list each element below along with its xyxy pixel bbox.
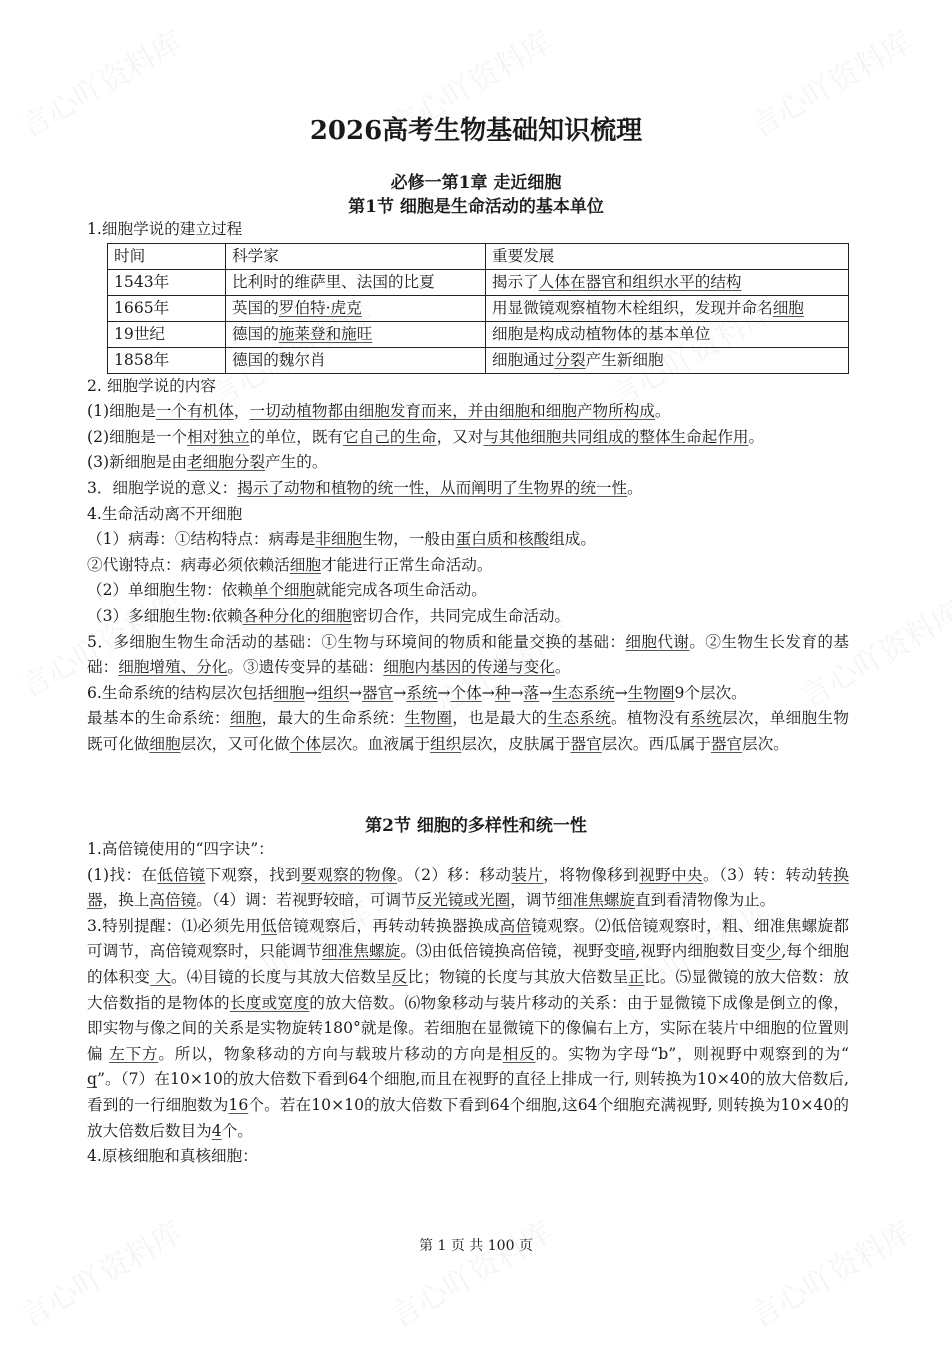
paragraph	[87, 706, 849, 757]
table-caption: 1.细胞学说的建立过程	[87, 220, 243, 238]
paragraph	[87, 578, 849, 604]
paragraph	[87, 450, 849, 476]
paragraph	[87, 553, 849, 579]
text-run: 生物，一般由	[362, 530, 456, 549]
text-run: ，将物像移到	[543, 865, 640, 884]
text-run: 产生新细胞	[585, 350, 664, 369]
answer-blank: 细准焦螺旋	[321, 942, 401, 961]
text-run: 英国的	[232, 298, 279, 317]
paragraph	[87, 914, 849, 1144]
answer-blank: 揭示了动物和植物的统一性，从而阐明了生物界的统一性	[237, 478, 628, 497]
text-run: 。	[627, 478, 643, 497]
text-run: 1.高倍镜使用的“四字诀”：	[87, 840, 274, 858]
text-run: 2. 细胞学说的内容	[87, 376, 216, 395]
table-cell	[108, 321, 226, 347]
table-row	[108, 295, 849, 321]
paragraph	[87, 374, 849, 400]
table-cell	[226, 347, 486, 373]
paragraph	[87, 502, 849, 528]
text-run: 德国的	[232, 324, 279, 343]
paragraph	[87, 863, 849, 914]
text-run: →	[348, 683, 362, 702]
text-run: 1858年	[114, 350, 170, 369]
answer-blank: 组织	[430, 734, 462, 753]
table-cell	[226, 295, 486, 321]
table-cell	[486, 347, 849, 373]
answer-blank: 蛋白质和核酸	[455, 530, 550, 549]
text-run: →	[481, 683, 495, 702]
text-run: 的。实物为字母“b”，则视野中观察到的为“	[535, 1044, 849, 1063]
text-run: 3．细胞学说的意义：	[87, 478, 238, 497]
answer-blank: 与其他细胞共同组成的整体生命起作用	[483, 427, 749, 446]
text-run: ，	[233, 402, 250, 421]
answer-blank: 细胞代谢	[625, 632, 690, 651]
text-run: 。⑷目镜的长度与其放大倍数呈	[171, 967, 392, 986]
answer-blank: 细胞	[772, 298, 804, 317]
text-run: ”。（7）在10×10的放大倍数下看到64个细胞,而且在视野的直径上排成一行, 则转换为10×40的放大倍数后,看到的一行细胞数为	[87, 1070, 849, 1114]
document-title: 2026高考生物基础知识梳理	[309, 116, 643, 146]
answer-blank: 低倍镜	[157, 865, 206, 884]
text-run: 4.原核细胞和真核细胞：	[87, 1147, 258, 1166]
text-run: →	[614, 683, 628, 702]
answer-blank: 落	[523, 683, 540, 702]
text-run: 5．多细胞生物生命活动的基础：①生物与环境间的物质和能量交换的基础：	[87, 632, 626, 651]
text-run: 就能完成各项生命活动。	[315, 581, 487, 600]
answer-blank: 视野中央	[639, 865, 704, 884]
text-run: 镜观察。⑵低倍镜观察时，粗、细准焦螺旋都可调节，高倍镜观察时，只能调节	[87, 916, 849, 961]
text-run: 的单位，既有	[249, 427, 344, 446]
answer-blank: 暗	[619, 942, 636, 961]
answer-blank: 人体在器官和组织水平的结构	[538, 272, 742, 291]
answer-blank: 细准焦螺旋	[557, 891, 635, 910]
table-cell	[226, 321, 486, 347]
text-run: 比利时的维萨里、法国的比夏	[232, 272, 435, 291]
text-run: →	[510, 683, 524, 702]
table-cell	[108, 295, 226, 321]
text-run: 最基本的生命系统：	[87, 709, 230, 728]
text-run: (1)找：在	[87, 865, 158, 884]
cell-theory-table	[107, 243, 849, 374]
text-run: （1）病毒：①结构特点：病毒是	[87, 530, 316, 549]
text-run: 层次。西瓜属于	[601, 734, 711, 753]
answer-blank: 施莱登和施旺	[278, 324, 373, 343]
answer-blank: 反光镜或光圈	[416, 891, 511, 910]
text-run: 。③遗传变异的基础：	[227, 658, 384, 677]
text-run: ，又对	[436, 427, 484, 446]
text-run: 层次，又可化做	[180, 734, 290, 753]
text-run: 细胞通过	[492, 350, 555, 369]
text-run: 。	[554, 658, 571, 677]
text-run: 用显微镜观察植物木栓组织，发现并命名	[492, 298, 773, 317]
answer-blank: 细胞内基因的传递与变化	[383, 658, 555, 677]
answer-blank: 生态系统	[552, 683, 615, 702]
text-run: →	[437, 683, 451, 702]
text-run: ②代谢特点：病毒必须依赖活	[87, 555, 290, 574]
text-run: 揭示了	[492, 272, 539, 291]
table-cell	[108, 347, 226, 373]
answer-blank: 组织	[317, 683, 349, 702]
text-run: 的放大倍数。⑹物象移动与装片移动的关系：由于显微镜下成像是倒立的像，即实物与像之间的关系是实物旋转180°就是像。若细胞在显微镜下的像偏右上方，实际在装片中细胞的位置则偏	[87, 993, 849, 1063]
answer-blank: 要观察的物像	[301, 865, 397, 884]
paragraph	[87, 604, 849, 630]
answer-blank: 生态系统	[547, 709, 612, 728]
answer-blank: 细胞增殖、分化	[118, 658, 228, 677]
answer-blank: 系统	[690, 709, 723, 728]
answer-blank: 种	[494, 683, 511, 702]
text-run: →	[539, 683, 553, 702]
section-heading-2: 第2节 细胞的多样性和统一性	[365, 816, 587, 836]
section-heading-1: 第1节 细胞是生命活动的基本单位	[348, 197, 604, 217]
text-run: 。（2）移：移动	[397, 865, 512, 884]
text-run: 直到看清物像为止。	[635, 891, 776, 910]
table-cell	[486, 321, 849, 347]
text-run: 产生的。	[265, 453, 328, 472]
text-run: 。（3）转：转动	[703, 865, 818, 884]
table-header: 重要发展	[486, 243, 849, 269]
answer-blank: 左下方	[109, 1044, 159, 1063]
answer-blank: 生物圈	[627, 683, 675, 702]
paragraph	[87, 399, 849, 425]
answer-blank: 转换器	[87, 865, 849, 910]
text-run: 才能进行正常生命活动。	[320, 555, 493, 574]
paragraph	[87, 425, 849, 451]
text-run: ,视野内细胞数目变	[635, 942, 766, 961]
text-run: →	[393, 683, 407, 702]
answer-blank: 高倍	[499, 916, 532, 935]
text-run: (3)新细胞是由	[87, 453, 188, 472]
text-run: 下观察，找到	[205, 865, 302, 884]
answer-blank: 它自己的生命	[343, 427, 437, 446]
text-run: （3）多细胞生物:依赖	[87, 606, 243, 625]
answer-blank: 一个有机体	[155, 402, 234, 421]
table-row	[108, 347, 849, 373]
table-cell	[486, 269, 849, 295]
paragraph	[87, 837, 849, 863]
table-header: 时间	[108, 243, 226, 269]
text-run: 19世纪	[114, 324, 166, 343]
text-run: 细胞是构成动植物体的基本单位	[492, 324, 711, 343]
text-run: 。所以，物象移动的方向与载玻片移动的方向是	[158, 1044, 503, 1063]
text-run: 层次，皮肤属于	[461, 734, 571, 753]
table-row	[108, 269, 849, 295]
answer-blank: 各种分化的细胞	[242, 606, 352, 625]
text-run: (2)细胞是一个	[87, 427, 188, 446]
text-run: 。	[654, 402, 671, 421]
text-run: ，换上	[102, 891, 150, 910]
text-run: (1)细胞是	[87, 402, 156, 421]
answer-blank: 正	[628, 967, 645, 986]
paragraph	[87, 681, 849, 707]
text-run: 比。⑸显微镜的放大倍数：放大倍数指的是物体的	[87, 967, 849, 1012]
answer-blank: 细胞	[229, 709, 262, 728]
page-footer: 第 1 页 共 100 页	[419, 1238, 533, 1254]
answer-blank: 相反	[502, 1044, 536, 1063]
paragraph	[87, 476, 849, 502]
answer-blank: 4	[211, 1121, 222, 1140]
text-run: 倍镜观察后，再转动转换器换成	[277, 916, 500, 935]
answer-blank: 分裂	[554, 350, 586, 369]
answer-blank: 相对独立	[187, 427, 250, 446]
text-run: 层次。血液属于	[320, 734, 431, 753]
answer-blank: 系统	[406, 683, 438, 702]
table-row	[108, 321, 849, 347]
answer-blank: 生物圈	[404, 709, 453, 728]
text-run: 1665年	[114, 298, 170, 317]
text-run: →	[304, 683, 318, 702]
answer-blank: 细胞	[289, 555, 321, 574]
answer-blank: 非细胞	[315, 530, 363, 549]
section-2-body	[87, 837, 849, 1170]
table-header: 科学家	[226, 243, 486, 269]
text-run: 3.特别提醒：⑴必须先用	[87, 916, 262, 935]
text-run: ，最大的生命系统：	[261, 709, 405, 728]
watermark-text	[11, 1208, 189, 1336]
answer-blank: 罗伯特·虎克	[278, 298, 362, 317]
text-run: 组成。	[549, 530, 596, 549]
chapter-heading: 必修一第1章 走近细胞	[390, 173, 562, 193]
text-run: 。⑶由低倍镜换高倍镜，视野变	[400, 942, 620, 961]
text-run: 密切合作，共同完成生命活动。	[351, 606, 571, 625]
answer-blank: 单个细胞	[252, 581, 316, 600]
table-cell	[486, 295, 849, 321]
section-1-body	[87, 217, 849, 758]
text-run: 。②生物生长发育的基础：	[87, 632, 849, 677]
watermark-text	[741, 1208, 919, 1336]
text-run: 。	[748, 427, 765, 446]
answer-blank: 器官	[361, 683, 394, 702]
answer-blank: 反	[391, 967, 408, 986]
answer-blank: 大	[150, 967, 171, 986]
text-run: 层次。	[742, 734, 789, 753]
table-cell	[108, 269, 226, 295]
text-run: 9个层次。	[674, 683, 747, 702]
text-run: 个。	[221, 1121, 253, 1140]
answer-blank: 低	[261, 916, 278, 935]
text-run: 比；物镜的长度与其放大倍数呈	[407, 967, 629, 986]
text-run: （2）单细胞生物：依赖	[87, 581, 253, 600]
answer-blank: 细胞	[273, 683, 305, 702]
watermark-text	[381, 1208, 559, 1336]
text-run: ，调节	[510, 891, 558, 910]
text-run: 个。若在10×10的放大倍数下看到64个细胞,这64个细胞充满视野, 则转换为10×40的放大倍数后数目为	[87, 1095, 849, 1140]
answer-blank: 高倍镜	[149, 891, 197, 910]
text-run: ，也是最大的	[452, 709, 548, 728]
answer-blank: 长度或宽度	[229, 993, 310, 1012]
table-cell	[226, 269, 486, 295]
answer-blank: 装片	[511, 865, 544, 884]
answer-blank: 16	[228, 1095, 249, 1114]
answer-blank: 个体	[450, 683, 482, 702]
paragraph	[87, 527, 849, 553]
text-run: 4.生命活动离不开细胞	[87, 504, 243, 523]
paragraph	[87, 630, 849, 681]
text-run: 。植物没有	[611, 709, 691, 728]
answer-blank: 少	[765, 942, 782, 961]
answer-blank: 器官	[570, 734, 602, 753]
table-header-row	[108, 243, 849, 269]
text-run: 层次，单细胞生物既可化做	[87, 709, 849, 753]
text-run: 。（4）调：若视野较暗，可调节	[196, 891, 417, 910]
answer-blank: 个体	[289, 734, 321, 753]
paragraph	[87, 1144, 849, 1170]
text-run: 德国的魏尔肖	[232, 350, 326, 369]
answer-blank: 器官	[710, 734, 743, 753]
text-run: ,每个细胞的体积变	[87, 942, 849, 986]
answer-blank: 一切动植物都由细胞发育而来，并由细胞和细胞产物所构成	[249, 402, 655, 421]
answer-blank: 细胞	[149, 734, 181, 753]
answer-blank: q	[87, 1070, 97, 1089]
answer-blank: 老细胞分裂	[187, 453, 266, 472]
text-run: 1543年	[114, 272, 170, 291]
text-run: 6.生命系统的结构层次包括	[87, 683, 274, 702]
